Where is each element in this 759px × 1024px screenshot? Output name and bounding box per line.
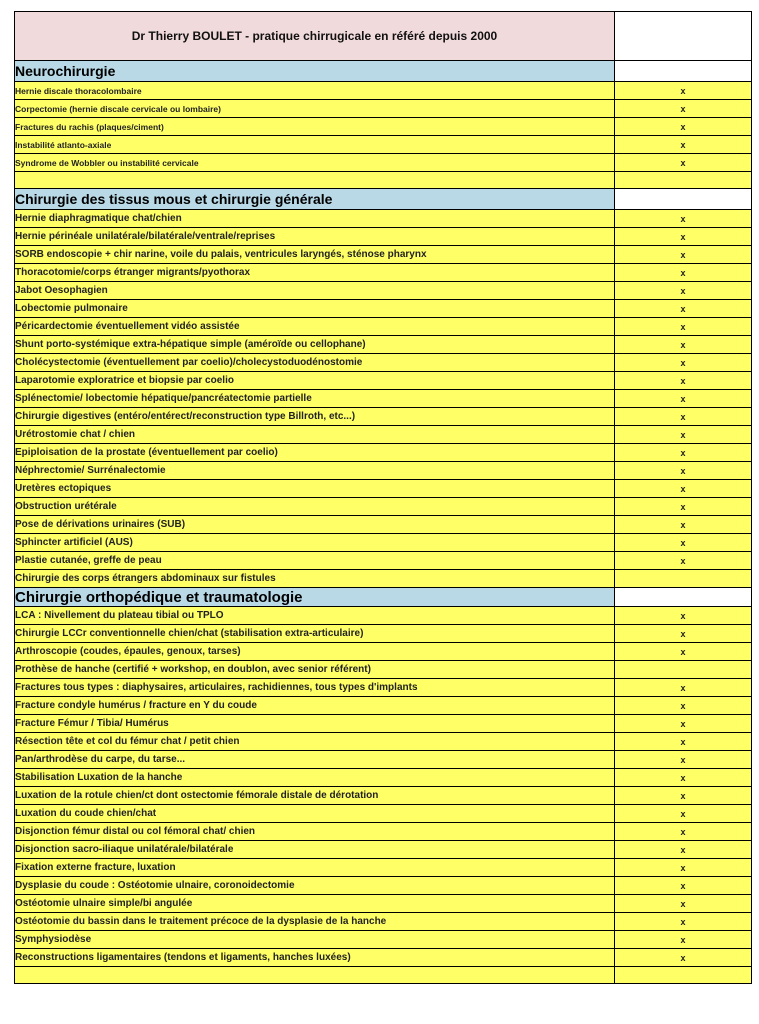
- procedure-label: Lobectomie pulmonaire: [15, 300, 615, 318]
- table-row: [15, 751, 752, 769]
- table-row: [15, 877, 752, 895]
- practice-mark: x: [615, 154, 752, 172]
- table-row: [15, 787, 752, 805]
- table-row: [15, 228, 752, 246]
- practice-mark: [615, 661, 752, 679]
- section-title: Neurochirurgie: [15, 61, 615, 82]
- procedure-label: Chirurgie LCCr conventionnelle chien/chat (stabilisation extra-articulaire): [15, 625, 615, 643]
- procedure-label: Hernie diaphragmatique chat/chien: [15, 210, 615, 228]
- practice-mark: x: [615, 264, 752, 282]
- procedure-label: Ostéotomie ulnaire simple/bi angulée: [15, 895, 615, 913]
- practice-mark: x: [615, 534, 752, 552]
- table-row: [15, 931, 752, 949]
- procedure-label: Urétrostomie chat / chien: [15, 426, 615, 444]
- table-row: [15, 118, 752, 136]
- procedure-label: Symphysiodèse: [15, 931, 615, 949]
- procedure-label: Epiploisation de la prostate (éventuellement par coelio): [15, 444, 615, 462]
- procedure-label: Néphrectomie/ Surrénalectomie: [15, 462, 615, 480]
- table-row: [15, 859, 752, 877]
- table-row: [15, 661, 752, 679]
- table-row: [15, 444, 752, 462]
- table-row: [15, 570, 752, 588]
- procedure-label: SORB endoscopie + chir narine, voile du palais, ventricules laryngés, sténose pharynx: [15, 246, 615, 264]
- practice-mark: x: [615, 949, 752, 967]
- title-blank-cell: [615, 12, 752, 61]
- table-row: [15, 498, 752, 516]
- procedure-label: Fracture Fémur / Tibia/ Humérus: [15, 715, 615, 733]
- procedure-label: Uretères ectopiques: [15, 480, 615, 498]
- table-row: [15, 282, 752, 300]
- practice-mark: x: [615, 354, 752, 372]
- section-header-neuro: [15, 61, 752, 82]
- procedure-label: Résection tête et col du fémur chat / petit chien: [15, 733, 615, 751]
- practice-mark: x: [615, 282, 752, 300]
- table-row: [15, 408, 752, 426]
- surgery-table: [14, 11, 752, 984]
- practice-mark: x: [615, 751, 752, 769]
- table-row: [15, 154, 752, 172]
- table-row: [15, 354, 752, 372]
- table-row: [15, 607, 752, 625]
- procedure-label: Hernie périnéale unilatérale/bilatérale/ventrale/reprises: [15, 228, 615, 246]
- practice-mark: x: [615, 336, 752, 354]
- blank-cell: [615, 967, 752, 984]
- table-row: [15, 697, 752, 715]
- practice-mark: x: [615, 913, 752, 931]
- procedure-label: Splénectomie/ lobectomie hépatique/pancréatectomie partielle: [15, 390, 615, 408]
- table-row: [15, 552, 752, 570]
- table-row: [15, 318, 752, 336]
- section-blank-cell: [615, 189, 752, 210]
- practice-mark: x: [615, 390, 752, 408]
- practice-mark: x: [615, 516, 752, 534]
- table-row: [15, 949, 752, 967]
- table-row: [15, 100, 752, 118]
- practice-mark: x: [615, 715, 752, 733]
- practice-mark: x: [615, 823, 752, 841]
- table-row: [15, 679, 752, 697]
- procedure-label: Luxation du coude chien/chat: [15, 805, 615, 823]
- practice-mark: x: [615, 118, 752, 136]
- table-row: [15, 643, 752, 661]
- procedure-label: Dysplasie du coude : Ostéotomie ulnaire, coronoidectomie: [15, 877, 615, 895]
- practice-mark: x: [615, 931, 752, 949]
- practice-mark: x: [615, 82, 752, 100]
- table-row: [15, 300, 752, 318]
- procedure-label: Instabilité atlanto-axiale: [15, 136, 615, 154]
- practice-mark: x: [615, 697, 752, 715]
- practice-mark: x: [615, 372, 752, 390]
- section-blank-cell: [615, 588, 752, 607]
- procedure-label: Chirurgie des corps étrangers abdominaux sur fistules: [15, 570, 615, 588]
- practice-mark: x: [615, 498, 752, 516]
- practice-mark: x: [615, 679, 752, 697]
- practice-mark: x: [615, 210, 752, 228]
- procedure-label: Chirurgie digestives (entéro/entérect/reconstruction type Billroth, etc...): [15, 408, 615, 426]
- section-blank-cell: [615, 61, 752, 82]
- table-row: [15, 390, 752, 408]
- procedure-label: Hernie discale thoracolombaire: [15, 82, 615, 100]
- table-row: [15, 246, 752, 264]
- table-row: [15, 210, 752, 228]
- procedure-label: Pose de dérivations urinaires (SUB): [15, 516, 615, 534]
- table-row: [15, 913, 752, 931]
- procedure-label: Prothèse de hanche (certifié + workshop, en doublon, avec senior référent): [15, 661, 615, 679]
- procedure-label: Stabilisation Luxation de la hanche: [15, 769, 615, 787]
- blank-row: [15, 172, 752, 189]
- section-header-ortho: [15, 588, 752, 607]
- practice-mark: x: [615, 100, 752, 118]
- procedure-label: Jabot Oesophagien: [15, 282, 615, 300]
- practice-mark: x: [615, 877, 752, 895]
- practice-mark: [615, 570, 752, 588]
- table-row: [15, 480, 752, 498]
- practice-mark: x: [615, 426, 752, 444]
- practice-mark: x: [615, 895, 752, 913]
- procedure-label: LCA : Nivellement du plateau tibial ou TPLO: [15, 607, 615, 625]
- table-row: [15, 534, 752, 552]
- table-row: [15, 895, 752, 913]
- practice-mark: x: [615, 805, 752, 823]
- practice-mark: x: [615, 228, 752, 246]
- section-title: Chirurgie orthopédique et traumatologie: [15, 588, 615, 607]
- practice-mark: x: [615, 136, 752, 154]
- blank-cell: [15, 967, 615, 984]
- section-header-soft: [15, 189, 752, 210]
- practice-mark: x: [615, 841, 752, 859]
- blank-cell: [615, 172, 752, 189]
- procedure-label: Corpectomie (hernie discale cervicale ou lombaire): [15, 100, 615, 118]
- procedure-label: Pan/arthrodèse du carpe, du tarse...: [15, 751, 615, 769]
- practice-mark: x: [615, 787, 752, 805]
- page-title: Dr Thierry BOULET - pratique chirrugicale en référé depuis 2000: [15, 12, 615, 61]
- table-row: [15, 805, 752, 823]
- procedure-label: Sphincter artificiel (AUS): [15, 534, 615, 552]
- blank-row: [15, 967, 752, 984]
- table-row: [15, 426, 752, 444]
- table-row: [15, 625, 752, 643]
- procedure-label: Obstruction urétérale: [15, 498, 615, 516]
- table-row: [15, 715, 752, 733]
- procedure-label: Luxation de la rotule chien/ct dont ostectomie fémorale distale de dérotation: [15, 787, 615, 805]
- practice-mark: x: [615, 607, 752, 625]
- practice-mark: x: [615, 408, 752, 426]
- procedure-label: Fixation externe fracture, luxation: [15, 859, 615, 877]
- table-row: [15, 372, 752, 390]
- table-row: [15, 841, 752, 859]
- practice-mark: x: [615, 769, 752, 787]
- procedure-label: Thoracotomie/corps étranger migrants/pyothorax: [15, 264, 615, 282]
- table-row: [15, 823, 752, 841]
- procedure-label: Arthroscopie (coudes, épaules, genoux, tarses): [15, 643, 615, 661]
- practice-mark: x: [615, 625, 752, 643]
- procedure-label: Shunt porto-systémique extra-hépatique simple (améroïde ou cellophane): [15, 336, 615, 354]
- practice-mark: x: [615, 444, 752, 462]
- practice-mark: x: [615, 859, 752, 877]
- procedure-label: Disjonction fémur distal ou col fémoral chat/ chien: [15, 823, 615, 841]
- practice-mark: x: [615, 733, 752, 751]
- procedure-label: Laparotomie exploratrice et biopsie par coelio: [15, 372, 615, 390]
- procedure-label: Syndrome de Wobbler ou instabilité cervicale: [15, 154, 615, 172]
- practice-mark: x: [615, 318, 752, 336]
- blank-cell: [15, 172, 615, 189]
- procedure-label: Cholécystectomie (éventuellement par coelio)/cholecystoduodénostomie: [15, 354, 615, 372]
- practice-mark: x: [615, 462, 752, 480]
- table-row: [15, 516, 752, 534]
- procedure-label: Reconstructions ligamentaires (tendons et ligaments, hanches luxées): [15, 949, 615, 967]
- practice-mark: x: [615, 552, 752, 570]
- table-row: [15, 336, 752, 354]
- table-row: [15, 264, 752, 282]
- title-row: [15, 12, 752, 61]
- procedure-label: Péricardectomie éventuellement vidéo assistée: [15, 318, 615, 336]
- table-row: [15, 769, 752, 787]
- practice-mark: x: [615, 300, 752, 318]
- procedure-label: Fractures du rachis (plaques/ciment): [15, 118, 615, 136]
- practice-mark: x: [615, 643, 752, 661]
- procedure-label: Plastie cutanée, greffe de peau: [15, 552, 615, 570]
- section-title: Chirurgie des tissus mous et chirurgie générale: [15, 189, 615, 210]
- practice-mark: x: [615, 480, 752, 498]
- procedure-label: Fractures tous types : diaphysaires, articulaires, rachidiennes, tous types d'implants: [15, 679, 615, 697]
- procedure-label: Fracture condyle humérus / fracture en Y du coude: [15, 697, 615, 715]
- practice-mark: x: [615, 246, 752, 264]
- table-row: [15, 733, 752, 751]
- table-row: [15, 136, 752, 154]
- procedure-label: Ostéotomie du bassin dans le traitement précoce de la dysplasie de la hanche: [15, 913, 615, 931]
- table-row: [15, 82, 752, 100]
- procedure-label: Disjonction sacro-iliaque unilatérale/bilatérale: [15, 841, 615, 859]
- table-row: [15, 462, 752, 480]
